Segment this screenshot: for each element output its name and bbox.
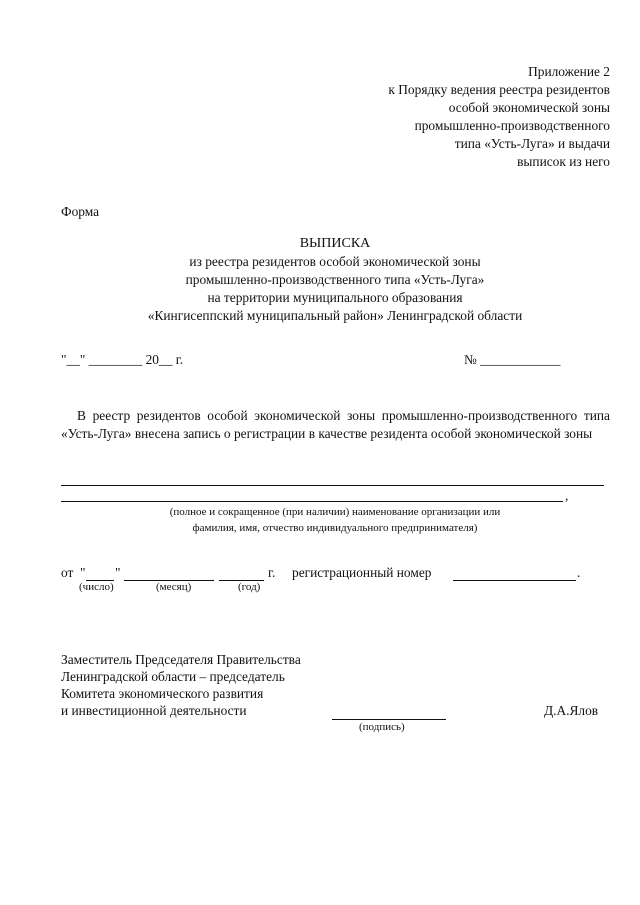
signer-name: Д.А.Ялов: [544, 703, 599, 718]
org-name-comma: ,: [565, 488, 569, 503]
signer-position-line: Ленинградской области – председатель: [61, 669, 285, 684]
signature-caption: (подпись): [359, 721, 405, 733]
org-name-line-2: [61, 501, 563, 502]
signer-position-line: Заместитель Председателя Правительства: [61, 652, 301, 667]
quote-close: ": [79, 352, 86, 367]
registration-number-field: [453, 580, 576, 581]
appendix-line: Приложение 2: [528, 64, 610, 79]
number-sign: №: [464, 352, 477, 367]
document-title: ВЫПИСКА: [299, 236, 371, 251]
day-caption: (число): [79, 581, 114, 593]
registration-quote-open: ": [80, 565, 86, 580]
org-name-caption: (полное и сокращенное (при наличии) наименование организации или: [169, 506, 501, 518]
registration-period: .: [577, 565, 581, 580]
year-blank: __: [159, 352, 173, 367]
quote-open: ": [61, 352, 67, 367]
appendix-line: выписок из него: [517, 154, 610, 169]
title-line: из реестра резидентов особой экономической зоны: [189, 254, 481, 269]
year-caption: (год): [238, 581, 261, 593]
month-blank: ________: [88, 352, 143, 367]
form-label: Форма: [61, 204, 100, 219]
body-paragraph: В реестр резидентов особой экономической зоны промышленно-производственного типа «Усть-Луга» внесена запись о регистрации в качестве резидента особой экономической зоны: [61, 408, 610, 441]
org-name-caption: фамилия, имя, отчество индивидуального предпринимателя): [192, 522, 478, 534]
appendix-line: типа «Усть-Луга» и выдачи: [454, 136, 610, 151]
title-line: «Кингисеппский муниципальный район» Ленинградской области: [147, 308, 523, 323]
year-prefix: 20: [145, 352, 159, 367]
title-line: промышленно-производственного типа «Усть-Луга»: [185, 272, 485, 287]
title-line: на территории муниципального образования: [207, 290, 463, 305]
appendix-line: особой экономической зоны: [448, 100, 610, 115]
number-field: [464, 352, 560, 368]
registration-year-suffix: г.: [268, 565, 276, 580]
signature-field: [332, 719, 446, 720]
signer-position-line: и инвестиционной деятельности: [61, 703, 247, 718]
day-blank: __: [66, 352, 80, 367]
signer-position-line: Комитета экономического развития: [61, 686, 264, 701]
registration-from: от: [61, 565, 74, 580]
year-suffix: г.: [175, 352, 184, 367]
appendix-line: к Порядку ведения реестра резидентов: [388, 82, 610, 97]
registration-number-label: регистрационный номер: [292, 565, 432, 580]
number-blank: ____________: [480, 352, 561, 367]
org-name-line-1: [61, 485, 604, 486]
date-line: [61, 352, 183, 368]
appendix-line: промышленно-производственного: [414, 118, 610, 133]
month-caption: (месяц): [156, 581, 192, 593]
registration-quote-close: ": [115, 565, 121, 580]
